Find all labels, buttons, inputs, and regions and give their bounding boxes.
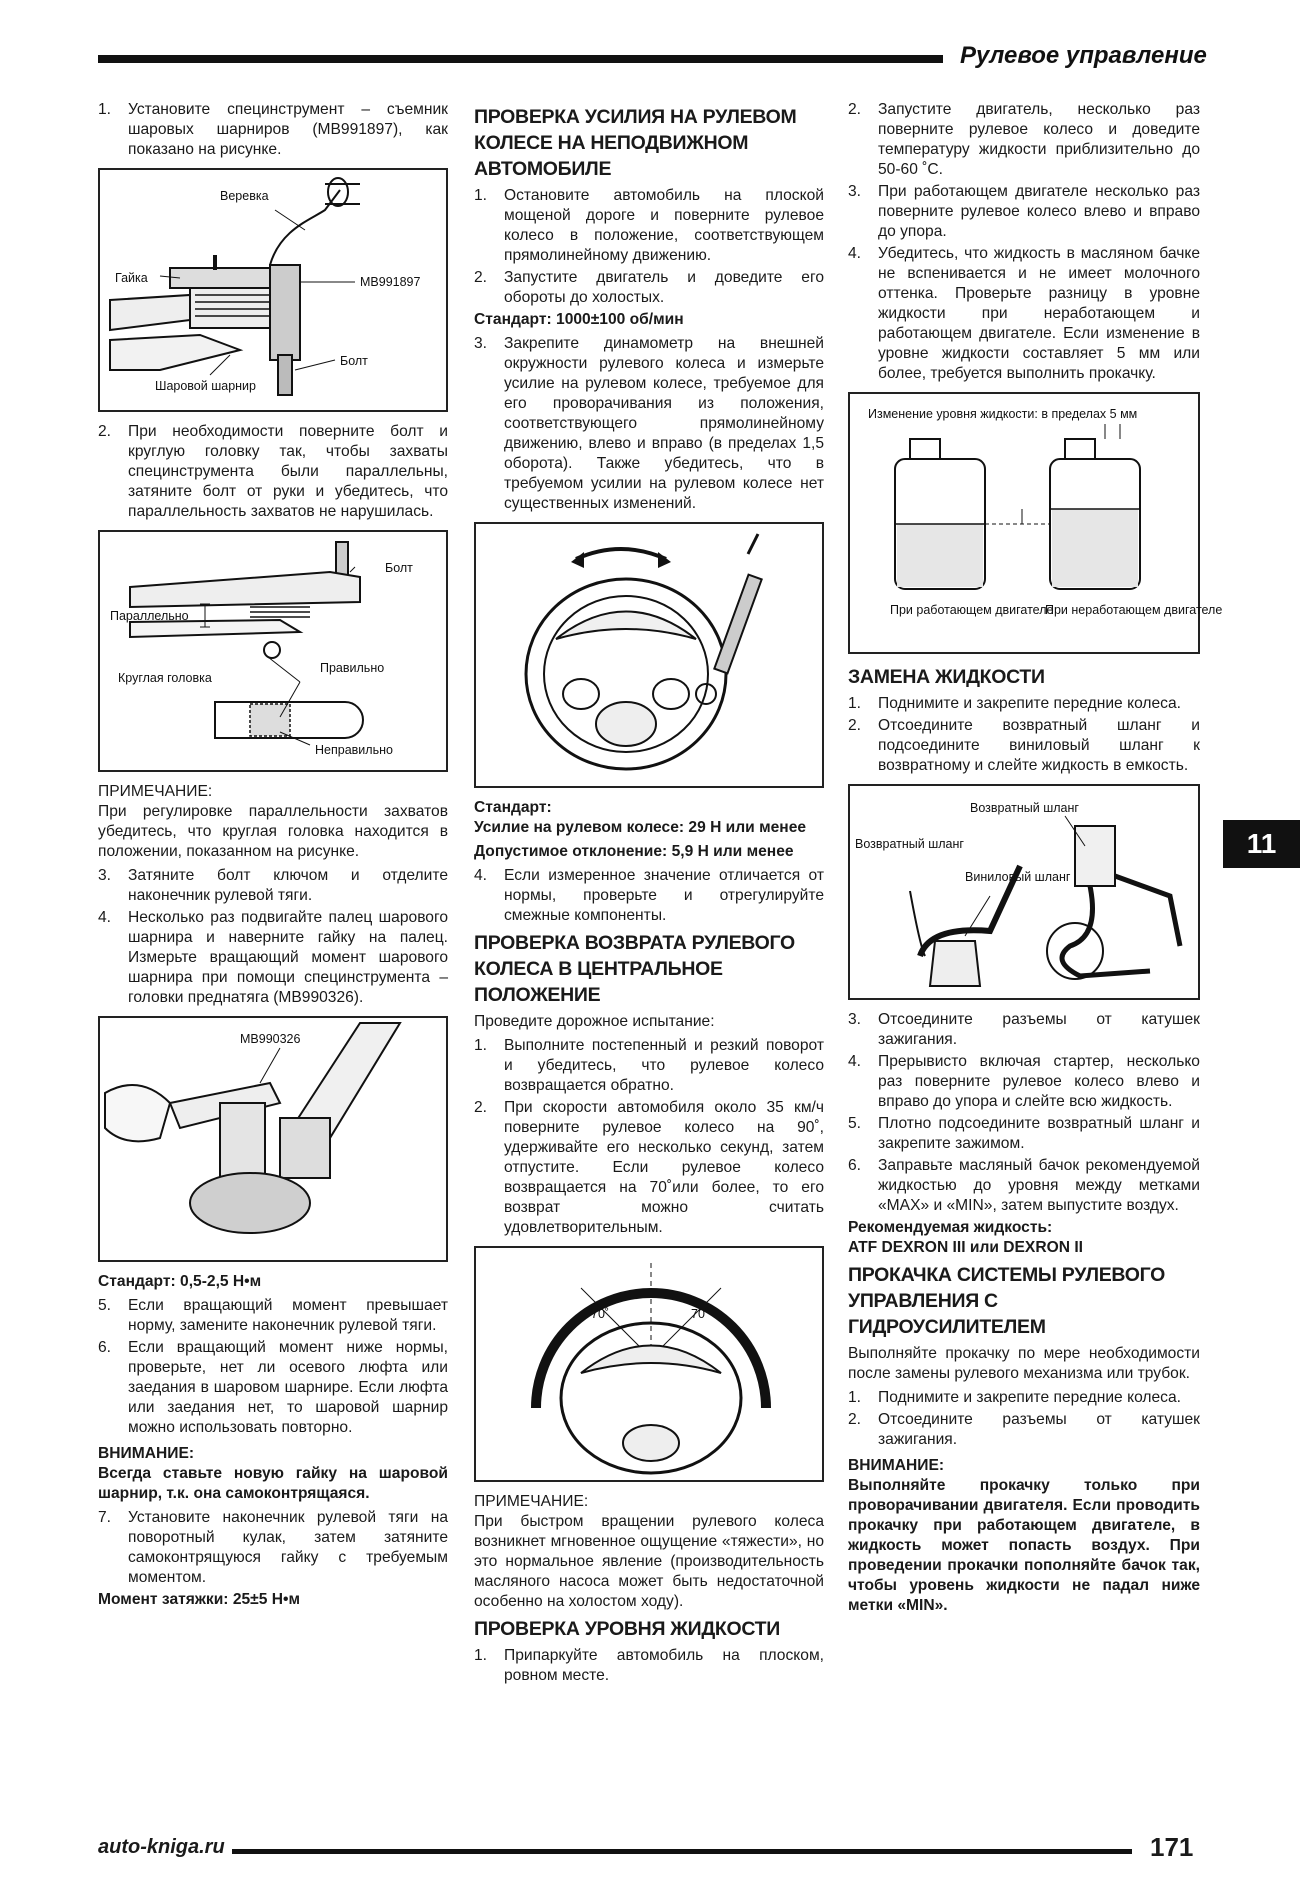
label-round-head: Круглая головка [118, 671, 212, 685]
label-bolt: Болт [340, 354, 368, 368]
list-item: 6. Если вращающий момент ниже нормы, проверьте, нет ли осевого люфта или заедания в шаровом шарнире. Если люфта или заедания нет, то шаровой шарнир можно использовать повторно. [98, 1339, 448, 1436]
label-wrong: Неправильно [315, 743, 393, 757]
label-nut: Гайка [115, 271, 148, 285]
list-item: 3. При работающем двигателе несколько раз поверните рулевое колесо влево и вправо до упора. [848, 183, 1200, 240]
label-parallel: Параллельно [110, 609, 189, 623]
note-title: ПРИМЕЧАНИЕ: [474, 1493, 589, 1510]
recommended-fluid-value: ATF DEXRON III или DEXRON II [848, 1239, 1083, 1256]
chapter-tab: 11 [1223, 820, 1300, 868]
heading-steering-force: ПРОВЕРКА УСИЛИЯ НА РУЛЕВОМ КОЛЕСЕ НА НЕПОДВИЖНОМ АВТОМОБИЛЕ [474, 106, 797, 180]
list-item: 3. Закрепите динамометр на внешней окружности рулевого колеса и измерьте усилие на рулевом колесе, требуемое для его проворачивания из положения, соответствующего прямолинейному движению, влево и вправо (в пределах 1,5 оборота). Также убедитесь, что в требуемом усилии на рулевом колесе нет существенных изменений. [474, 335, 824, 512]
label-return-hose-2: Возвратный шланг [855, 837, 964, 851]
label-bolt: Болт [385, 561, 413, 575]
standard-force: Усилие на рулевом колесе: 29 Н или менее [474, 819, 807, 836]
list-item: 4. Несколько раз подвигайте палец шарового шарнира и наверните гайку на палец. Измерьте вращающий момент шарового шарнира при помощи специнструмента – головки преднатяга (MB990326). [98, 909, 448, 1006]
figure-return-hose [848, 784, 1200, 1000]
list-item: 5. Плотно подсоедините возвратный шланг и закрепите зажимом. [848, 1115, 1200, 1152]
list-item: 3. Затяните болт ключом и отделите наконечник рулевой тяги. [98, 867, 448, 904]
torque-value: Момент затяжки: 25±5 Н•м [98, 1591, 300, 1608]
list-item: 2. При скорости автомобиля около 35 км/ч поверните рулевое колесо на 90˚, удерживайте его несколько секунд, затем отпустите. Если рулевое колесо возвращается на 70˚или более, то его возврат можно считать удовлетворительным. [474, 1099, 824, 1236]
list-item: 4. Прерывисто включая стартер, несколько раз поверните рулевое колесо влево и вправо до упора и слейте всю жидкость. [848, 1053, 1200, 1110]
page-number: 171 [1150, 1832, 1194, 1862]
note-title: ПРИМЕЧАНИЕ: [98, 783, 213, 800]
list-item: 1. Остановите автомобиль на плоской мощеной дороге и поверните рулевое колесо в положение, соответствующем прямолинейному движению. [474, 187, 824, 264]
list-item: 1. Установите специнструмент – съемник шаровых шарниров (MB991897), как показано на рисунке. [98, 101, 448, 158]
column-3 [848, 100, 1223, 1620]
heading-fluid-replacement: ЗАМЕНА ЖИДКОСТИ [848, 666, 1045, 688]
label-tool-mb990326: MB990326 [240, 1032, 301, 1046]
footer-rule [232, 1849, 1132, 1854]
figure-steering-dynamometer [474, 522, 824, 788]
list-item: 5. Если вращающий момент превышает норму, замените наконечник рулевой тяги. [98, 1297, 448, 1334]
intro-bleeding: Выполняйте прокачку по мере необходимости после замены рулевого механизма или трубок. [848, 1345, 1200, 1382]
list-item: 2. Запустите двигатель, несколько раз поверните рулевое колесо и доведите температуру жидкости приблизительно до 50-60 ˚C. [848, 101, 1200, 178]
heading-bleeding: ПРОКАЧКА СИСТЕМЫ РУЛЕВОГО УПРАВЛЕНИЯ С ГИДРОУСИЛИТЕЛЕМ [848, 1264, 1165, 1338]
header-rule [98, 55, 943, 63]
label-return-hose-1: Возвратный шланг [970, 801, 1079, 815]
label-angle-left: 70˚ [591, 1307, 610, 1321]
list-item: 1. Припаркуйте автомобиль на плоском, ровном месте. [474, 1647, 824, 1684]
figure-parallel-jaws [98, 530, 448, 772]
warning-text: Выполняйте прокачку только при проворачивании двигателя. Если проводить прокачку при работающем двигателе, в жидкость может попасть воздух. При проведении прокачки пополняйте бачок так, чтобы уровень жидкости не падал ниже метки «MIN». [848, 1477, 1200, 1614]
note-text: При быстром вращении рулевого колеса возникнет мгновенное ощущение «тяжести», но это нормальное явление (производительность масляного насоса может быть недостаточной особенно на холостом ходу). [474, 1513, 824, 1610]
list-item: 4. Если измеренное значение отличается от нормы, проверьте и отрегулируйте смежные компоненты. [474, 867, 824, 924]
footer-site: auto-kniga.ru [98, 1836, 225, 1858]
label-ball-joint: Шаровой шарнир [155, 379, 256, 393]
warning-text: Всегда ставьте новую гайку на шаровой шарнир, т.к. она самоконтрящаяся. [98, 1465, 448, 1502]
list-item: 1. Поднимите и закрепите передние колеса. [848, 1389, 1181, 1406]
label-tool-mb991897: MB991897 [360, 275, 421, 289]
label-vinyl-hose: Виниловый шланг [965, 870, 1071, 884]
list-item: 2. Отсоедините возвратный шланг и подсоедините виниловый шланг к возвратному и слейте жидкость в емкость. [848, 717, 1200, 774]
label-stopped: При неработающем двигателе [1045, 603, 1223, 617]
list-item: 6. Заправьте масляный бачок рекомендуемой жидкостью до уровня между метками «MAX» и «MIN», затем выпустите воздух. [848, 1157, 1200, 1214]
label-right: Правильно [320, 661, 385, 675]
label-rope: Веревка [220, 189, 269, 203]
column-2 [474, 100, 824, 1688]
list-item: 2. Запустите двигатель и доведите его обороты до холостых. [474, 269, 824, 306]
list-item: 3. Отсоедините разъемы от катушек зажигания. [848, 1011, 1200, 1048]
list-item: 2. Отсоедините разъемы от катушек зажигания. [848, 1411, 1200, 1448]
column-1 [98, 100, 448, 1614]
list-item: 1. Выполните постепенный и резкий поворот и убедитесь, что рулевое колесо возвращается обратно. [474, 1037, 824, 1094]
warning-title: ВНИМАНИЕ: [848, 1457, 945, 1474]
label-angle-right: 70˚ [691, 1307, 710, 1321]
list-item: 4. Убедитесь, что жидкость в масляном бачке не вспенивается и не имеет молочного оттенка. Проверьте разницу в уровне жидкости при неработающем и работающем двигателе. Если изменение в уровне жидкости составляет 5 мм или более, требуется выполнить прокачку. [848, 245, 1200, 382]
label-running: При работающем двигателе [890, 603, 1054, 617]
heading-fluid-level: ПРОВЕРКА УРОВНЯ ЖИДКОСТИ [474, 1618, 780, 1640]
list-item: 7. Установите наконечник рулевой тяги на поворотный кулак, затем затяните самоконтрящуюся гайку с требуемым моментом. [98, 1509, 448, 1586]
figure-fluid-level-change [848, 392, 1223, 654]
list-item: 2. При необходимости поверните болт и круглую головку так, чтобы захваты специнструмента были параллельны, затяните болт от руки и убедитесь, что параллельность захватов не нарушилась. [98, 423, 448, 520]
warning-title: ВНИМАНИЕ: [98, 1445, 195, 1462]
heading-wheel-return: ПРОВЕРКА ВОЗВРАТА РУЛЕВОГО КОЛЕСА В ЦЕНТРАЛЬНОЕ ПОЛОЖЕНИЕ [474, 932, 795, 1006]
figure-preload-socket [98, 1016, 448, 1262]
figure-wheel-return-angle [474, 1246, 824, 1482]
label-level-caption: Изменение уровня жидкости: в пределах 5 мм [868, 407, 1138, 421]
list-item: 1. Поднимите и закрепите передние колеса. [848, 695, 1181, 712]
note-text: При регулировке параллельности захватов убедитесь, что круглая головка находится в положении, показанном на рисунке. [98, 803, 448, 860]
standard-value: Стандарт: 0,5-2,5 Н•м [98, 1273, 262, 1290]
intro-road-test: Проведите дорожное испытание: [474, 1013, 715, 1030]
standard-rpm: Стандарт: 1000±100 об/мин [474, 311, 684, 328]
standard-deviation: Допустимое отклонение: 5,9 Н или менее [474, 843, 794, 860]
standard-title: Стандарт: [474, 799, 552, 816]
section-title: Рулевое управление [960, 42, 1207, 69]
recommended-fluid-title: Рекомендуемая жидкость: [848, 1219, 1053, 1236]
figure-ball-joint-puller [98, 168, 448, 412]
